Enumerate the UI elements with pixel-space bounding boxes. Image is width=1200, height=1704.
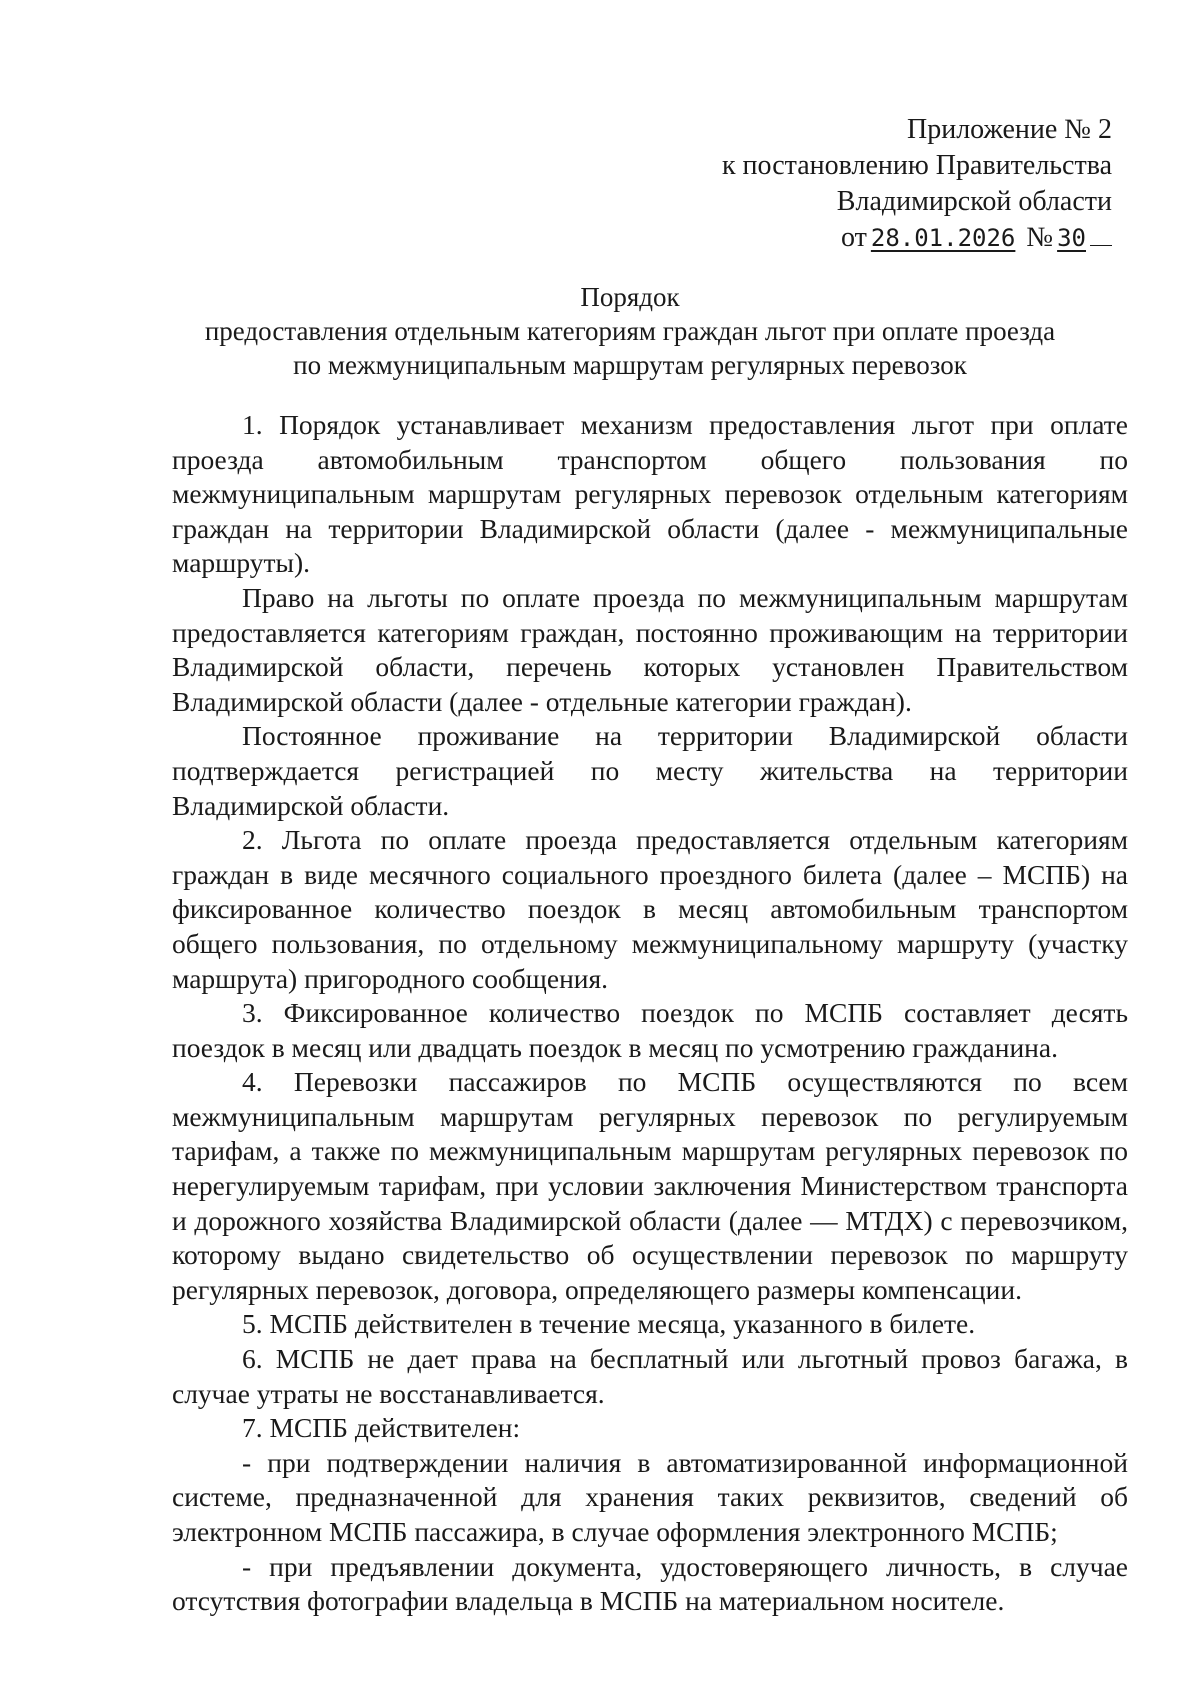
paragraph-1-right: Право на льготы по оплате проезда по межмуниципальным маршрутам предоставляется категориям граждан, постоянно проживающим на территории Владимирской области, перечень которых установлен Правительством Владимирской области (далее - отдельные категории граждан). xyxy=(172,581,1128,717)
document-title xyxy=(170,280,1090,382)
title-heading: Порядок xyxy=(580,282,680,312)
paragraph-2: 2. Льгота по оплате проезда предоставляется отдельным категориям граждан в виде месячного социального проездного билета (далее – МСПБ) на фиксированное количество поездок в месяц автомобильным транспортом общего пользования, по отдельному межмуниципальному маршруту (участку маршрута) пригородного сообщения. xyxy=(172,824,1128,994)
annex-reference: к постановлению Правительства xyxy=(721,150,1112,181)
number-prefix: № xyxy=(1026,222,1054,253)
resolution-date: 28.01.2026 xyxy=(870,224,1016,252)
date-prefix: от xyxy=(841,222,867,253)
annex-date-line xyxy=(552,220,1112,256)
resolution-number: 30 xyxy=(1057,224,1086,252)
paragraph-1: 1. Порядок устанавливает механизм предоставления льгот при оплате проезда автомобильным транспортом общего пользования по межмуниципальным маршрутам регулярных перевозок отдельным категориям граждан на территории Владимирской области (далее - межмуниципальные маршруты). xyxy=(172,409,1128,579)
paragraph-1-residence: Постоянное проживание на территории Владимирской области подтверждается регистрацией по месту жительства на территории Владимирской области. xyxy=(172,720,1128,821)
annex-region: Владимирской области xyxy=(836,186,1112,217)
paragraph-7-item-1: - при подтверждении наличия в автоматизированной информационной системе, предназначенной для хранения таких реквизитов, сведений об электронном МСПБ пассажира, в случае оформления электронного МСПБ; xyxy=(172,1446,1128,1547)
document-body xyxy=(172,408,1128,1619)
paragraph-7: 7. МСПБ действителен: xyxy=(242,1412,521,1444)
paragraph-5: 5. МСПБ действителен в течение месяца, указанного в билете. xyxy=(242,1308,976,1340)
title-subtitle-line1: предоставления отдельным категориям граждан льгот при оплате проезда xyxy=(204,316,1056,346)
paragraph-7-item-2: - при предъявлении документа, удостоверяющего личность, в случае отсутствия фотографии владельца в МСПБ на материальном носителе. xyxy=(172,1550,1128,1617)
number-underline xyxy=(1090,244,1112,246)
title-subtitle-line2: по межмуниципальным маршрутам регулярных перевозок xyxy=(293,350,967,380)
paragraph-4: 4. Перевозки пассажиров по МСПБ осуществляются по всем межмуниципальным маршрутам регулярных перевозок по регулируемым тарифам, а также по межмуниципальным маршрутам регулярных перевозок по нерегулируемым тарифам, при условии заключения Министерством транспорта и дорожного хозяйства Владимирской области (далее — МТДХ) с перевозчиком, которому выдано свидетельство об осуществлении перевозок по маршруту регулярных перевозок, договора, определяющего размеры компенсации. xyxy=(172,1066,1128,1305)
paragraph-3: 3. Фиксированное количество поездок по МСПБ составляет десять поездок в месяц или двадцать поездок в месяц по усмотрению гражданина. xyxy=(172,997,1128,1063)
annex-number: Приложение № 2 xyxy=(907,114,1112,145)
paragraph-6: 6. МСПБ не дает права на бесплатный или льготный провоз багажа, в случае утраты не восстанавливается. xyxy=(172,1343,1128,1409)
annex-header xyxy=(552,112,1112,256)
